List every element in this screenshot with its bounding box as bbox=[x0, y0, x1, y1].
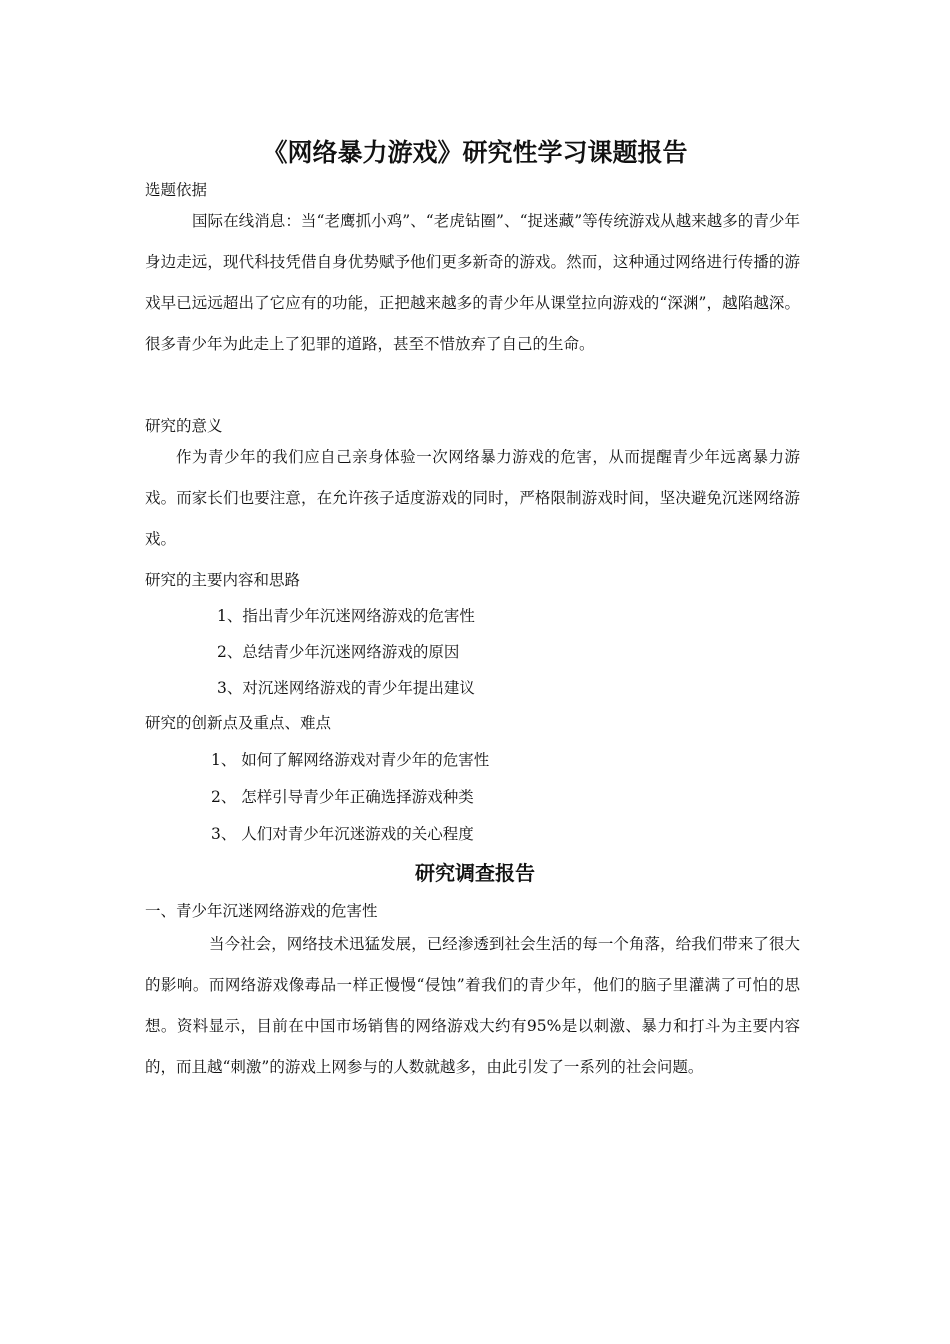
section-heading-content-ideas: 研究的主要内容和思路 bbox=[145, 571, 301, 589]
paragraph-significance: 作为青少年的我们应自己亲身体验一次网络暴力游戏的危害，从而提醒青少年远离暴力游戏。而家长们也要注意，在允许孩子适度游戏的同时，严格限制游戏时间，坚决避免沉迷网络游戏。 bbox=[145, 448, 800, 548]
document-title: 《网络暴力游戏》研究性学习课题报告 bbox=[262, 138, 688, 167]
list-item: 1、指出青少年沉迷网络游戏的危害性 bbox=[217, 607, 475, 625]
paragraph-harm: 当今社会，网络技术迅猛发展，已经渗透到社会生活的每一个角落，给我们带来了很大的影响。而网络游戏像毒品一样正慢慢“侵蚀”着我们的青少年，他们的脑子里灌满了可怕的思想。资料显示，目前在中国市场销售的网络游戏大约有95%是以刺激、暴力和打斗为主要内容的，而且越“刺激”的游戏上网参与的人数就越多，由此引发了一系列的社会问题。 bbox=[145, 935, 800, 1076]
paragraph-topic-basis: 国际在线消息：当“老鹰抓小鸡”、“老虎钻圈”、“捉迷藏”等传统游戏从越来越多的青少年身边走远，现代科技凭借自身优势赋予他们更多新奇的游戏。然而，这种通过网络进行传播的游戏早已远远超出了它应有的功能，正把越来越多的青少年从课堂拉向游戏的“深渊”，越陷越深。很多青少年为此走上了犯罪的道路，甚至不惜放弃了自己的生命。 bbox=[145, 212, 800, 353]
section-heading-topic-basis: 选题依据 bbox=[145, 181, 208, 199]
list-item: 3、对沉迷网络游戏的青少年提出建议 bbox=[217, 679, 475, 697]
section-heading-innovation: 研究的创新点及重点、难点 bbox=[145, 714, 332, 732]
list-item: 2、总结青少年沉迷网络游戏的原因 bbox=[217, 643, 460, 661]
list-item: 3、 人们对青少年沉迷游戏的关心程度 bbox=[211, 825, 474, 843]
report-title: 研究调查报告 bbox=[415, 861, 535, 885]
section-heading-harm: 一、青少年沉迷网络游戏的危害性 bbox=[145, 902, 378, 920]
section-heading-significance: 研究的意义 bbox=[145, 417, 223, 435]
list-item: 1、 如何了解网络游戏对青少年的危害性 bbox=[211, 751, 490, 769]
list-item: 2、 怎样引导青少年正确选择游戏种类 bbox=[211, 788, 474, 806]
